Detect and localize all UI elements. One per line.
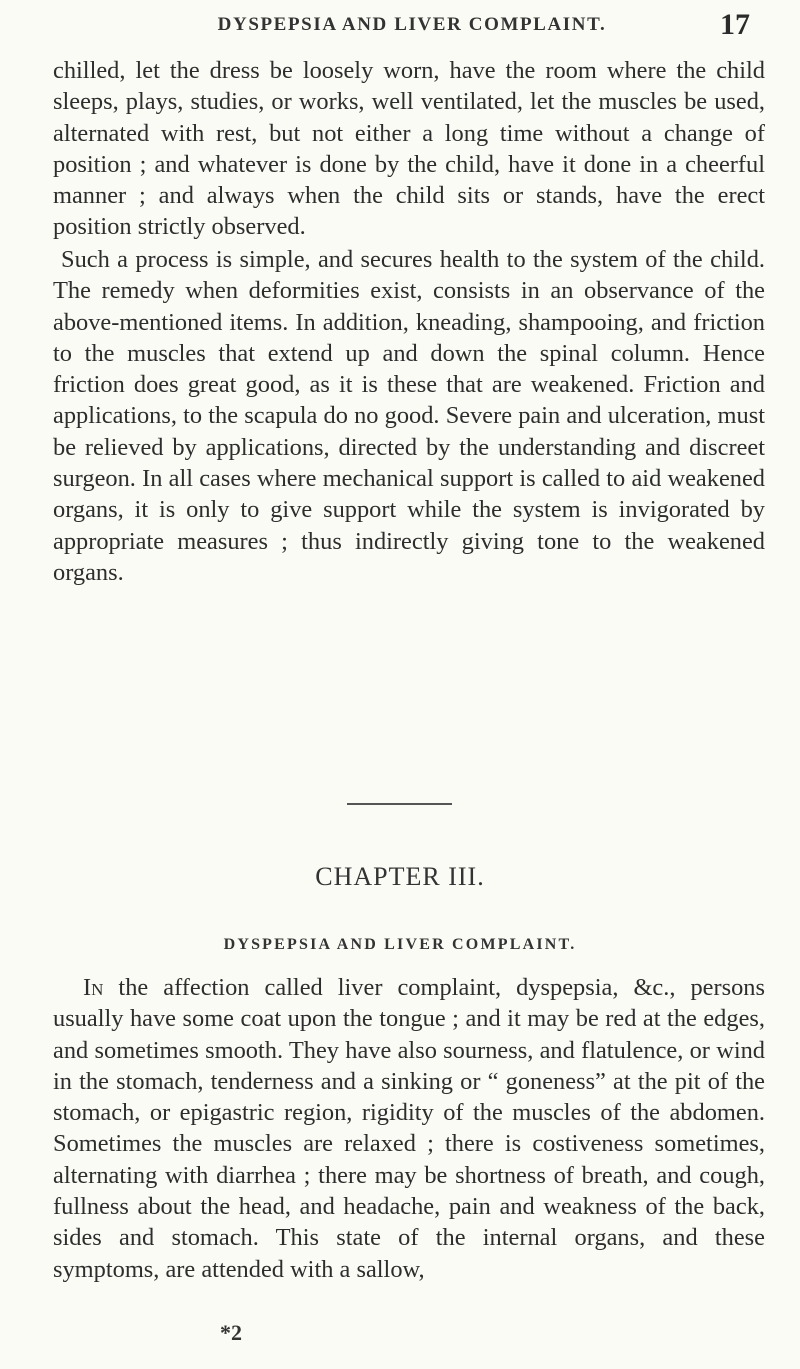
chapter-opening-paragraph	[53, 972, 765, 1285]
opening-paragraph-text: the affection called liver complaint, dyspepsia, &c., persons usually have some coat upon the tongue ; and it may be red at the edges, and sometimes smooth. They have also sourness, and flatulence, or wind in the stomach, tenderness and a sinking or “ goneness” at the pit of the stomach, or epigastric region, rigidity of the muscles of the abdomen. Sometimes the muscles are relaxed ; there is costiveness sometimes, alternating with diarrhea ; there may be shortness of breath, and cough, fullness about the head, and headache, pain and weakness of the back, sides and stomach. This state of the internal organs, and these symptoms, are attended with a sallow,	[53, 974, 765, 1283]
chapter-subtitle: DYSPEPSIA AND LIVER COMPLAINT.	[223, 936, 577, 953]
paragraph-process: Such a process is simple, and secures health to the system of the child. The remedy when deformities exist, consists in an observance of the above-mentioned items. In addition, kneading, shampooing, and friction to the muscles that extend up and down the spinal column. Hence friction does great good, as it is these that are weakened. Friction and applications, to the scapula do no good. Severe pain and ulceration, must be relieved by applications, directed by the understanding and discreet surgeon. In all cases where mechanical support is called to aid weakened organs, it is only to give support while the system is invigorated by appropriate measures ; thus indirectly giving tone to the weakened organs.	[53, 246, 765, 586]
opening-word: In	[83, 974, 104, 1001]
page-number: 17	[720, 8, 750, 41]
running-header: DYSPEPSIA AND LIVER COMPLAINT.	[217, 14, 607, 35]
chapter-title: CHAPTER III.	[315, 862, 485, 891]
paragraph-continuation: chilled, let the dress be loosely worn, have the room where the child sleeps, plays, studies, or works, well ventilated, let the muscles be used, alternated with rest, but not either a long time without a change of position ; and whatever is done by the child, have it done in a cheerful manner ; and always when the child sits or stands, have the erect position strictly observed.	[53, 57, 765, 241]
section-divider	[347, 803, 452, 805]
signature-mark: *2	[220, 1320, 242, 1345]
